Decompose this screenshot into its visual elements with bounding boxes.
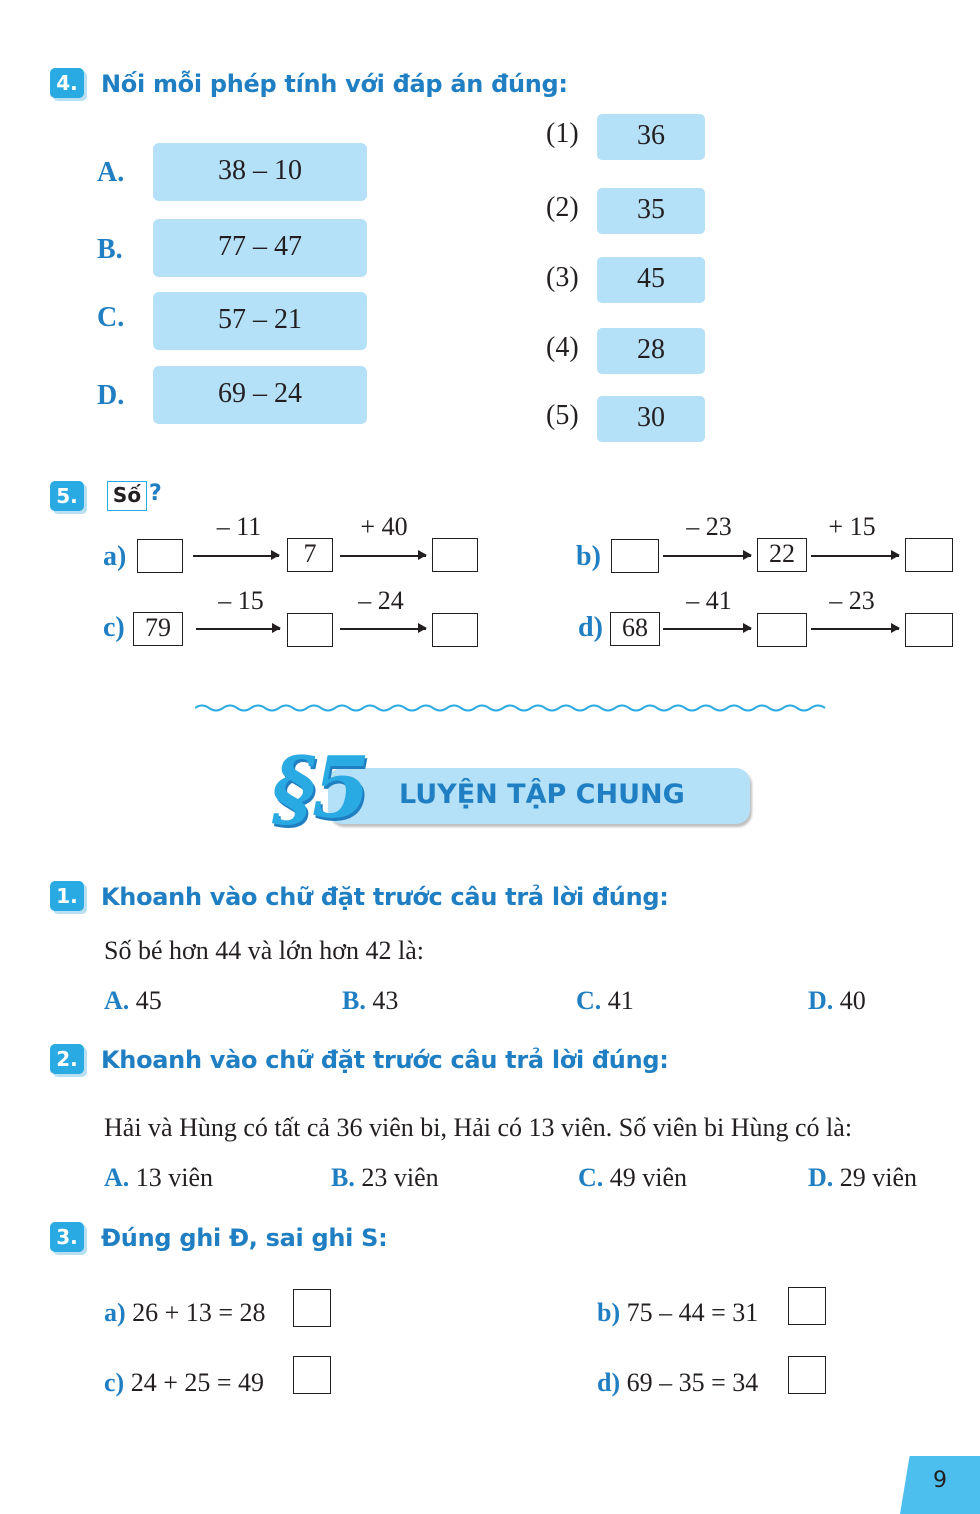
chain-a-label: a) — [103, 541, 127, 572]
chain-d-mid-box[interactable] — [757, 613, 807, 647]
q2-option-a[interactable]: A. 13 viên — [104, 1163, 214, 1192]
q1-option-d[interactable]: D. 40 — [808, 986, 866, 1015]
chain-b-end-box[interactable] — [905, 538, 953, 572]
chain-b-arrow1 — [663, 555, 751, 557]
chain-d-label: d) — [578, 612, 603, 643]
q1-option-c[interactable]: C. 41 — [576, 986, 634, 1015]
q2-option-d[interactable]: D. 29 viên — [808, 1163, 918, 1192]
question-1-number: 1. — [50, 881, 84, 911]
q3-item-b: b) 75 – 44 = 31 — [597, 1298, 759, 1327]
chain-d-arrow2 — [811, 628, 899, 630]
left-label-a: A. — [97, 157, 125, 188]
chain-d-start-box[interactable]: 68 — [610, 612, 660, 646]
chain-b-arrow2 — [811, 555, 899, 557]
chain-c-arrow2 — [340, 628, 426, 630]
q3-answer-box-b[interactable] — [788, 1287, 826, 1325]
left-label-d: D. — [97, 380, 125, 411]
chain-d-arrow1 — [663, 628, 751, 630]
question-3-title: Đúng ghi Đ, sai ghi S: — [101, 1224, 388, 1252]
q3-item-a: a) 26 + 13 = 28 — [104, 1298, 266, 1327]
chain-a-arrow1 — [193, 555, 279, 557]
expression-box-c[interactable]: 57 – 21 — [153, 292, 367, 350]
right-label-2: (2) — [546, 192, 579, 223]
q2-option-c[interactable]: C. 49 viên — [578, 1163, 688, 1192]
chain-a-op1: – 11 — [216, 512, 262, 541]
chain-c-label: c) — [103, 612, 125, 643]
question-1-text: Số bé hơn 44 và lớn hơn 42 là: — [104, 936, 424, 965]
q3-answer-box-c[interactable] — [293, 1356, 331, 1394]
chain-c-mid-box[interactable] — [287, 613, 333, 647]
chain-c-start-box[interactable]: 79 — [133, 612, 183, 646]
chain-c-op2: – 24 — [358, 586, 404, 615]
q3-answer-box-d[interactable] — [788, 1356, 826, 1394]
exercise-5-number: 5. — [50, 481, 84, 511]
q3-answer-box-a[interactable] — [293, 1289, 331, 1327]
chain-c-op1: – 15 — [218, 586, 264, 615]
wavy-divider — [195, 700, 827, 716]
answer-box-3[interactable]: 45 — [597, 257, 705, 303]
page-number: 9 — [933, 1468, 947, 1493]
right-label-5: (5) — [546, 400, 579, 431]
chain-a-end-box[interactable] — [432, 538, 478, 572]
chain-b-mid-box[interactable]: 22 — [757, 538, 807, 572]
exercise-4-number: 4. — [50, 68, 84, 98]
expression-box-d[interactable]: 69 – 24 — [153, 366, 367, 424]
chain-c-arrow1 — [196, 628, 280, 630]
chain-b-op2: + 15 — [828, 512, 876, 541]
chain-b-start-box[interactable] — [611, 539, 659, 573]
chain-b-label: b) — [576, 541, 601, 572]
chain-a-mid-box[interactable]: 7 — [287, 538, 333, 572]
q1-option-b[interactable]: B. 43 — [342, 986, 399, 1015]
answer-box-5[interactable]: 30 — [597, 396, 705, 442]
chain-d-end-box[interactable] — [905, 613, 953, 647]
question-3-number: 3. — [50, 1222, 84, 1252]
number-box-title: Số — [107, 481, 147, 511]
right-label-3: (3) — [546, 262, 579, 293]
answer-box-4[interactable]: 28 — [597, 328, 705, 374]
chain-d-op1: – 41 — [686, 586, 732, 615]
right-label-1: (1) — [546, 118, 579, 149]
chain-d-op2: – 23 — [829, 586, 875, 615]
question-mark: ? — [149, 481, 162, 506]
left-label-c: C. — [97, 302, 125, 333]
answer-box-1[interactable]: 36 — [597, 114, 705, 160]
chain-a-op2: + 40 — [360, 512, 408, 541]
question-2-title: Khoanh vào chữ đặt trước câu trả lời đúng: — [101, 1046, 669, 1074]
exercise-4-title: Nối mỗi phép tính với đáp án đúng: — [101, 70, 568, 98]
chain-a-start-box[interactable] — [137, 539, 183, 573]
section-mark: §5 — [272, 738, 367, 837]
section-title: LUYỆN TẬP CHUNG — [399, 779, 685, 810]
q3-item-c: c) 24 + 25 = 49 — [104, 1368, 265, 1397]
chain-c-end-box[interactable] — [432, 613, 478, 647]
chain-a-arrow2 — [340, 555, 426, 557]
right-label-4: (4) — [546, 332, 579, 363]
expression-box-b[interactable]: 77 – 47 — [153, 219, 367, 277]
q1-option-a[interactable]: A. 45 — [104, 986, 162, 1015]
q3-item-d: d) 69 – 35 = 34 — [597, 1368, 759, 1397]
answer-box-2[interactable]: 35 — [597, 188, 705, 234]
chain-b-op1: – 23 — [686, 512, 732, 541]
expression-box-a[interactable]: 38 – 10 — [153, 143, 367, 201]
q2-option-b[interactable]: B. 23 viên — [331, 1163, 439, 1192]
left-label-b: B. — [97, 234, 123, 265]
question-1-title: Khoanh vào chữ đặt trước câu trả lời đúng: — [101, 883, 669, 911]
question-2-number: 2. — [50, 1044, 84, 1074]
question-2-text: Hải và Hùng có tất cả 36 viên bi, Hải có 13 viên. Số viên bi Hùng có là: — [104, 1113, 853, 1142]
